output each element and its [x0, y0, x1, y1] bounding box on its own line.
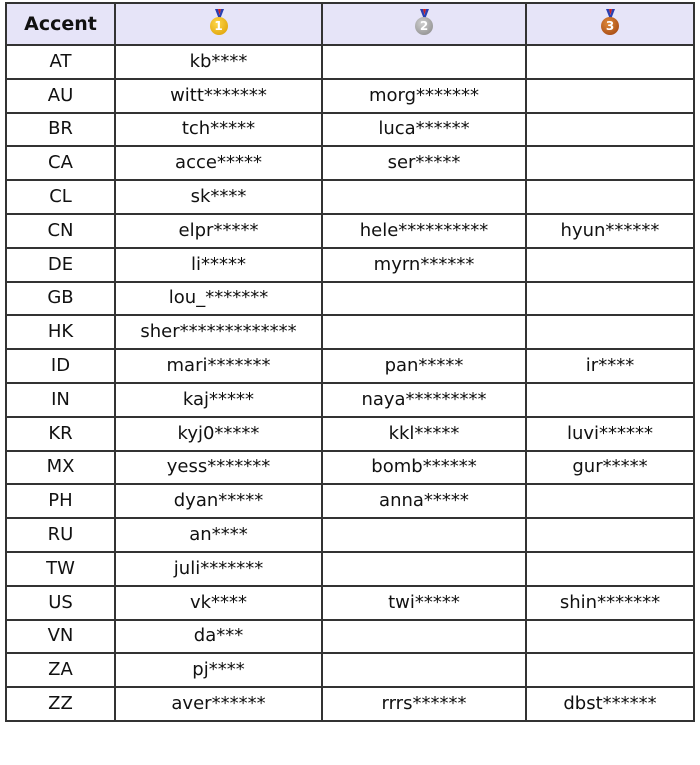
- table-row: [6, 417, 694, 451]
- second-place-cell: pan*****: [322, 349, 526, 383]
- third-place-cell: shin*******: [526, 586, 694, 620]
- accent-cell: AU: [6, 79, 115, 113]
- leaderboard-table: [5, 2, 695, 722]
- second-place-cell: morg*******: [322, 79, 526, 113]
- silver-medal-icon: 2: [415, 9, 433, 35]
- table-row: [6, 518, 694, 552]
- table-row: [6, 383, 694, 417]
- second-place-cell: bomb******: [322, 451, 526, 485]
- third-place-cell: luvi******: [526, 417, 694, 451]
- second-place-cell: myrn******: [322, 248, 526, 282]
- table-row: [6, 315, 694, 349]
- table-row: [6, 282, 694, 316]
- first-place-cell: acce*****: [115, 146, 322, 180]
- second-place-column-header: [322, 3, 526, 45]
- third-place-cell: [526, 113, 694, 147]
- second-place-cell: [322, 315, 526, 349]
- second-place-cell: twi*****: [322, 586, 526, 620]
- accent-cell: PH: [6, 484, 115, 518]
- accent-cell: TW: [6, 552, 115, 586]
- first-place-cell: li*****: [115, 248, 322, 282]
- second-place-cell: luca******: [322, 113, 526, 147]
- accent-cell: CN: [6, 214, 115, 248]
- first-place-cell: tch*****: [115, 113, 322, 147]
- first-place-cell: dyan*****: [115, 484, 322, 518]
- second-place-cell: anna*****: [322, 484, 526, 518]
- third-place-cell: [526, 180, 694, 214]
- second-place-cell: ser*****: [322, 146, 526, 180]
- first-place-cell: vk****: [115, 586, 322, 620]
- table-row: [6, 620, 694, 654]
- accent-cell: IN: [6, 383, 115, 417]
- third-place-cell: [526, 45, 694, 79]
- third-place-cell: [526, 248, 694, 282]
- table-row: [6, 484, 694, 518]
- table-row: [6, 248, 694, 282]
- table-row: [6, 349, 694, 383]
- second-place-cell: hele**********: [322, 214, 526, 248]
- table-row: [6, 79, 694, 113]
- third-place-cell: [526, 552, 694, 586]
- first-place-cell: sher*************: [115, 315, 322, 349]
- accent-cell: US: [6, 586, 115, 620]
- table-row: [6, 451, 694, 485]
- accent-cell: GB: [6, 282, 115, 316]
- third-place-cell: [526, 146, 694, 180]
- third-place-cell: [526, 518, 694, 552]
- table-row: [6, 214, 694, 248]
- accent-cell: CA: [6, 146, 115, 180]
- table-row: [6, 653, 694, 687]
- accent-cell: HK: [6, 315, 115, 349]
- first-place-cell: witt*******: [115, 79, 322, 113]
- third-place-cell: [526, 315, 694, 349]
- accent-cell: CL: [6, 180, 115, 214]
- first-place-cell: elpr*****: [115, 214, 322, 248]
- table-row: [6, 180, 694, 214]
- second-place-cell: [322, 518, 526, 552]
- third-place-cell: ir****: [526, 349, 694, 383]
- second-place-cell: [322, 653, 526, 687]
- first-place-cell: kb****: [115, 45, 322, 79]
- third-place-cell: [526, 282, 694, 316]
- first-place-cell: lou_*******: [115, 282, 322, 316]
- accent-column-header: Accent: [6, 3, 115, 45]
- header-row: [6, 3, 694, 45]
- accent-cell: DE: [6, 248, 115, 282]
- third-place-cell: dbst******: [526, 687, 694, 721]
- second-place-cell: [322, 552, 526, 586]
- first-place-cell: sk****: [115, 180, 322, 214]
- accent-cell: KR: [6, 417, 115, 451]
- second-place-cell: [322, 282, 526, 316]
- second-place-cell: [322, 620, 526, 654]
- accent-cell: RU: [6, 518, 115, 552]
- accent-cell: ZA: [6, 653, 115, 687]
- table-row: [6, 45, 694, 79]
- second-place-cell: [322, 45, 526, 79]
- bronze-medal-icon: 3: [601, 9, 619, 35]
- accent-cell: ZZ: [6, 687, 115, 721]
- third-place-cell: hyun******: [526, 214, 694, 248]
- third-place-column-header: [526, 3, 694, 45]
- third-place-cell: [526, 383, 694, 417]
- first-place-cell: juli*******: [115, 552, 322, 586]
- first-place-cell: mari*******: [115, 349, 322, 383]
- first-place-cell: aver******: [115, 687, 322, 721]
- first-place-cell: kyj0*****: [115, 417, 322, 451]
- table-row: [6, 586, 694, 620]
- first-place-cell: pj****: [115, 653, 322, 687]
- second-place-cell: naya*********: [322, 383, 526, 417]
- second-place-cell: kkl*****: [322, 417, 526, 451]
- third-place-cell: gur*****: [526, 451, 694, 485]
- first-place-column-header: [115, 3, 322, 45]
- first-place-cell: yess*******: [115, 451, 322, 485]
- first-place-cell: da***: [115, 620, 322, 654]
- third-place-cell: [526, 79, 694, 113]
- second-place-cell: [322, 180, 526, 214]
- accent-cell: ID: [6, 349, 115, 383]
- table-row: [6, 146, 694, 180]
- first-place-cell: kaj*****: [115, 383, 322, 417]
- gold-medal-icon: 1: [210, 9, 228, 35]
- accent-cell: VN: [6, 620, 115, 654]
- accent-cell: BR: [6, 113, 115, 147]
- third-place-cell: [526, 484, 694, 518]
- table-row: [6, 113, 694, 147]
- accent-cell: AT: [6, 45, 115, 79]
- table-row: [6, 687, 694, 721]
- accent-cell: MX: [6, 451, 115, 485]
- third-place-cell: [526, 653, 694, 687]
- table-row: [6, 552, 694, 586]
- first-place-cell: an****: [115, 518, 322, 552]
- third-place-cell: [526, 620, 694, 654]
- second-place-cell: rrrs******: [322, 687, 526, 721]
